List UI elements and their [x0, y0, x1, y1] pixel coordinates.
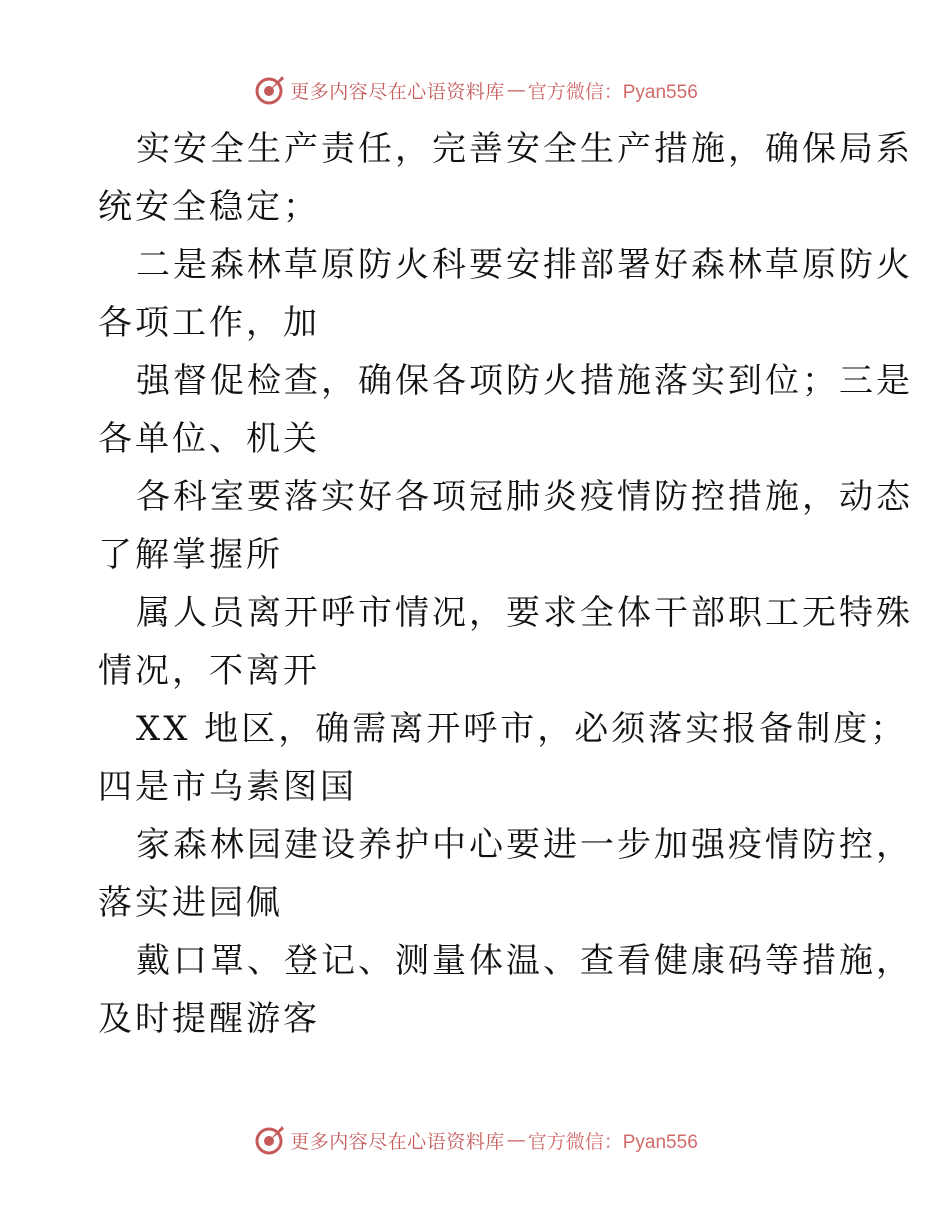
text-line: 戴口罩、登记、测量体温、查看健康码等措施，: [136, 941, 913, 981]
text-line: 各科室要落实好各项冠肺炎疫情防控措施，动态: [136, 477, 913, 517]
text-line: 实安全生产责任，完善安全生产措施，确保局系: [136, 129, 913, 169]
text-line: 二是森林草原防火科要安排部署好森林草原防火: [136, 245, 913, 285]
text-line: 了解掌握所: [98, 535, 283, 575]
quill-seal-icon: [252, 1123, 286, 1157]
text-line: 落实进园佩: [98, 883, 283, 923]
banner-main-text: 更多内容尽在心语资料库: [290, 1130, 505, 1153]
text-line: 强督促检查，确保各项防火措施落实到位；三是: [136, 361, 913, 401]
text-line: XX 地区，确需离开呼市，必须落实报备制度；: [136, 709, 908, 749]
header-watermark-banner: [0, 70, 950, 110]
text-line: 属人员离开呼市情况，要求全体干部职工无特殊: [136, 593, 913, 633]
banner-separator: —: [506, 1129, 526, 1151]
text-line: 情况，不离开: [98, 651, 320, 691]
banner-wechat-text: 官方微信：Pyan556: [527, 81, 698, 103]
quill-seal-icon: [252, 73, 286, 107]
document-body: [98, 120, 913, 1048]
footer-watermark-banner: [0, 1120, 950, 1160]
text-line: 各项工作，加: [98, 303, 320, 343]
text-line: 四是市乌素图国: [98, 767, 357, 807]
banner-main-text: 更多内容尽在心语资料库: [290, 80, 505, 103]
text-line: 家森林园建设养护中心要进一步加强疫情防控，: [136, 825, 913, 865]
banner-wechat-text: 官方微信：Pyan556: [527, 1131, 698, 1153]
text-line: 各单位、机关: [98, 419, 320, 459]
text-line: 及时提醒游客: [98, 999, 320, 1039]
banner-separator: —: [506, 79, 526, 101]
text-line: 统安全稳定；: [98, 187, 320, 227]
